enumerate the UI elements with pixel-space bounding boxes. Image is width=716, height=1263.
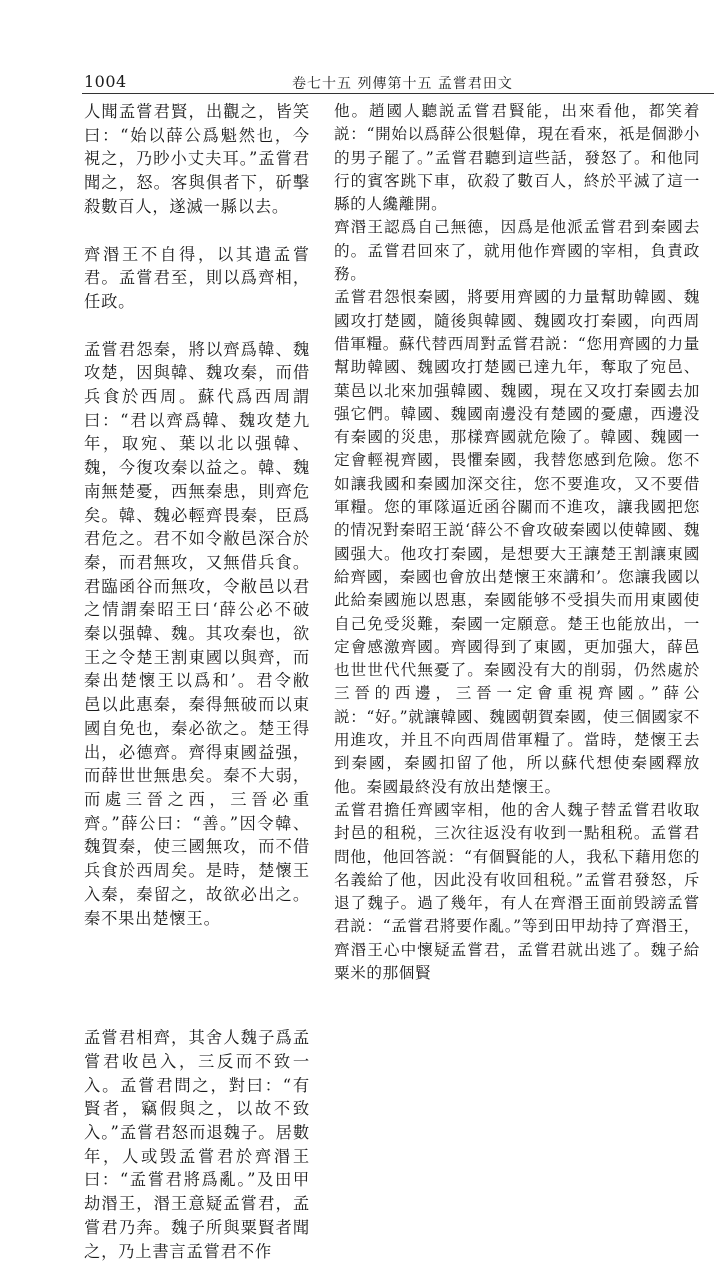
classical-paragraph: 孟嘗君怨秦，將以齊爲韓、魏攻楚，因與韓、魏攻秦，而借兵食於西周。蘇代爲西周謂曰：“君以齊爲韓、魏攻楚九年，取宛、葉以北以强韓、魏，今復攻秦以益之。韓、魏南無楚憂，西無秦患，則齊危矣。韓、魏必輕齊畏秦，臣爲君危之。君不如令敝邑深合於秦，而君無攻，又無借兵食。君臨函谷而無攻，令敝邑以君之情謂秦昭王曰‘薛公必不破秦以强韓、魏。其攻秦也，欲王之令楚王割東國以與齊，而秦出楚懷王以爲和’。君令敝邑以此惠秦，秦得無破而以東國自免也，秦必欲之。楚王得出，必德齊。齊得東國益强，而薛世世無患矣。秦不大弱，而處三晉之西，三晉必重齊。”薛公曰：“善。”因令韓、魏賀秦，使三國無攻，而不借兵食於西周矣。是時，楚懷王入秦，秦留之，故欲必出之。秦不果出楚懷王。 — [84, 339, 310, 928]
translation-paragraph: 孟嘗君擔任齊國宰相，他的舍人魏子替孟嘗君收取封邑的租税，三次往返没有收到一點租税。孟嘗君問他，他回答説：“有個賢能的人，我私下藉用您的名義給了他，因此没有收回租税。”孟嘗君發怒，斥退了魏子。過了幾年，有人在齊湣王面前毁謗孟嘗君説：“孟嘗君將要作亂。”等到田甲劫持了齊湣王，齊湣王心中懷疑孟嘗君，孟嘗君就出逃了。魏子給粟米的那個賢 — [334, 800, 700, 982]
translation-paragraph: 孟嘗君怨恨秦國，將要用齊國的力量幫助韓國、魏國攻打楚國，隨後與韓國、魏國攻打秦國，向西周借軍糧。蘇代替西周對孟嘗君説：“您用齊國的力量幫助韓國、魏國攻打楚國已達九年，奪取了宛邑、葉邑以北來加强韓國、魏國，現在又攻打秦國去加强它們。韓國、魏國南邊没有楚國的憂慮，西邊没有秦國的災患，那樣齊國就危險了。韓國、魏國一定會輕視齊國，畏懼秦國，我替您感到危險。您不如讓我國和秦國加深交往，您不要進攻，又不要借軍糧。您的軍隊逼近函谷關而不進攻，讓我國把您的情况對秦昭王説‘薛公不會攻破秦國以使韓國、魏國强大。他攻打秦國，是想要大王讓楚王割讓東國給齊國，秦國也會放出楚懷王來講和’。您讓我國以此給秦國施以恩惠，秦國能够不受損失而用東國使自己免受災難，秦國一定願意。楚王也能放出，一定會感激齊國。齊國得到了東國，更加强大，薛邑也世世代代無憂了。秦國没有大的削弱，仍然處於三晉的西邊，三晉一定會重視齊國。”薛公説：“好。”就讓韓國、魏國朝賀秦國，使三個國家不用進攻，并且不向西周借軍糧了。當時，楚懷王去到秦國，秦國扣留了他，所以蘇代想使秦國釋放他。秦國最終没有放出楚懷王。 — [334, 288, 700, 796]
classical-paragraph: 齊湣王不自得，以其遣孟嘗君。孟嘗君至，則以爲齊相，任政。 — [84, 244, 310, 311]
classical-paragraph: 孟嘗君相齊，其舍人魏子爲孟嘗君收邑入，三反而不致一入。孟嘗君問之，對曰：“有賢者，竊假與之，以故不致入。”孟嘗君怒而退魏子。居數年，人或毁孟嘗君於齊湣王曰：“孟嘗君將爲亂。”及田甲劫湣王，湣王意疑孟嘗君，孟嘗君乃奔。魏子所與粟賢者聞之，乃上書言孟嘗君不作 — [84, 1028, 310, 1261]
translation-paragraph: 他。趙國人聽説孟嘗君賢能，出來看他，都笑着説：“開始以爲薛公很魁偉，現在看來，祇是個渺小的男子罷了。”孟嘗君聽到這些話，發怒了。和他同行的賓客跳下車，砍殺了數百人，終於平滅了這一縣的人纔離開。 — [334, 102, 700, 214]
header-rule — [82, 93, 714, 94]
page-number: 1004 — [84, 72, 127, 91]
translation-column — [334, 100, 700, 985]
classical-paragraph: 人聞孟嘗君賢，出觀之，皆笑曰：“始以薛公爲魁然也，今視之，乃眇小丈夫耳。”孟嘗君聞之，怒。客與俱者下，斫擊殺數百人，遂滅一縣以去。 — [84, 102, 310, 216]
translation-paragraph: 齊湣王認爲自己無德，因爲是他派孟嘗君到秦國去的。孟嘗君回來了，就用他作齊國的宰相，負責政務。 — [334, 218, 700, 284]
running-title: 卷七十五 列傳第十五 孟嘗君田文 — [292, 76, 513, 92]
classical-text-column — [84, 100, 310, 1263]
